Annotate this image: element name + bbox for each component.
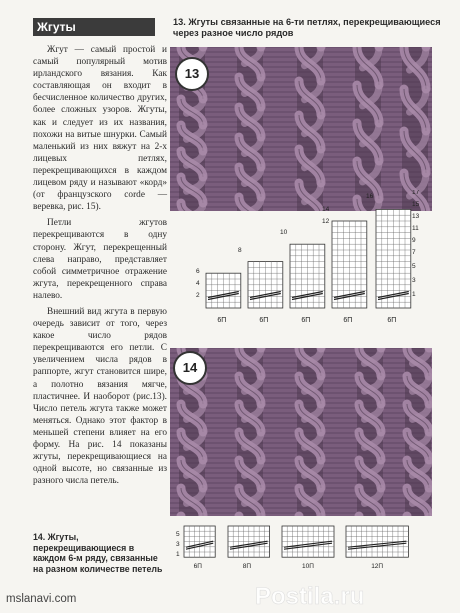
cable-chart-grid	[228, 526, 270, 557]
postila-logo	[255, 580, 455, 610]
figure14-badge: 14	[173, 351, 207, 385]
row-number-label: 13	[412, 213, 420, 220]
row-number-label: 12	[322, 218, 330, 225]
figure13-charts	[196, 190, 432, 340]
stitch-count-label: 6П	[343, 317, 353, 324]
figure13-badge: 13	[175, 57, 209, 91]
cable-chart-grid	[248, 262, 283, 308]
row-number-label: 5	[412, 263, 416, 270]
row-number-label: 8	[238, 247, 242, 254]
svg-text:Postila.ru: Postila.ru	[255, 583, 365, 610]
cable-chart-grid	[332, 221, 367, 308]
section-title: Жгуты	[33, 18, 155, 36]
row-number-label: 3	[176, 541, 180, 548]
stitch-count-label: 12П	[371, 563, 384, 571]
stitch-count-label: 6П	[193, 563, 202, 571]
row-number-label: 4	[196, 280, 200, 287]
stitch-count-label: 6П	[301, 317, 311, 324]
stitch-count-label: 8П	[242, 563, 252, 571]
intro-text	[33, 44, 167, 491]
row-number-label: 1	[412, 291, 416, 298]
cable-chart-grid	[346, 526, 408, 557]
cable-chart-grid	[184, 526, 215, 557]
intro-paragraph-1: Жгут — самый простой и самый популярный мотив ирландского вязания. Как составляющая он входит в бесчисленное количество других, более сложных узоров. Жгуты, как и следует из их названия, похожи на витые шнурки. Самый маленький из них вяжут на 2-х лицевых петлях, перекрещивающихся в каждом лицевом ряду и называют «корд» (от французского corde — веревка, рис. 15).	[33, 45, 167, 213]
cable-chart-grid	[206, 273, 241, 308]
row-number-label: 2	[196, 292, 200, 299]
row-number-label: 5	[176, 531, 180, 538]
figure13-knit-photo	[170, 47, 432, 211]
row-number-label: 10	[280, 229, 288, 236]
stitch-count-label: 10П	[302, 563, 314, 571]
row-number-label: 14	[322, 206, 330, 213]
intro-paragraph-3: Внешний вид жгута в первую очередь зависит от того, через какое число рядов перекрещиваются его петли. С увеличением числа рядов в раппорте, жгут становится шире, а полотно вязания мягче, пластичнее. И наоборот (рис.13). Число петель жгута также может меняться. Однако этот фактор в меньшей степени влияет на его форму. На рис. 14 показаны жгуты, перекрещивающиеся на одной высоте, но связанные из разного числа петель.	[33, 306, 167, 487]
row-number-label: 9	[412, 237, 416, 244]
row-number-label: 17	[412, 190, 420, 196]
row-number-label: 7	[412, 249, 416, 256]
stitch-count-label: 6П	[259, 317, 269, 324]
figure14-knit-photo	[170, 348, 432, 516]
cable-knit-texture	[170, 348, 432, 516]
stitch-count-label: 6П	[387, 317, 397, 324]
row-number-label: 16	[366, 193, 374, 200]
stitch-count-label: 6П	[217, 317, 227, 324]
cable-chart-grid	[282, 526, 334, 557]
row-number-label: 11	[412, 225, 419, 232]
site-watermark: mslanavi.com	[6, 593, 77, 605]
cable-chart-grid	[290, 244, 325, 308]
figure13-caption: 13. Жгуты связанные на 6-ти петлях, перекрещивающиеся через разное число рядов	[173, 17, 441, 38]
cable-knit-texture	[170, 47, 432, 211]
row-number-label: 1	[176, 551, 180, 558]
intro-paragraph-2: Петли жгутов перекрещиваются в одну сторону. Жгут, перекрещенный слева направо, представляет собой симметричное отражение жгута, перекрещенного справа налево.	[33, 218, 167, 301]
figure14-caption: 14. Жгуты, перекрещивающиеся в каждом 6-м ряду, связанные на разном количестве петель	[33, 532, 163, 574]
row-number-label: 6	[196, 268, 200, 275]
row-number-label: 15	[412, 201, 420, 208]
row-number-label: 3	[412, 277, 416, 284]
cable-chart-grid	[376, 209, 411, 308]
